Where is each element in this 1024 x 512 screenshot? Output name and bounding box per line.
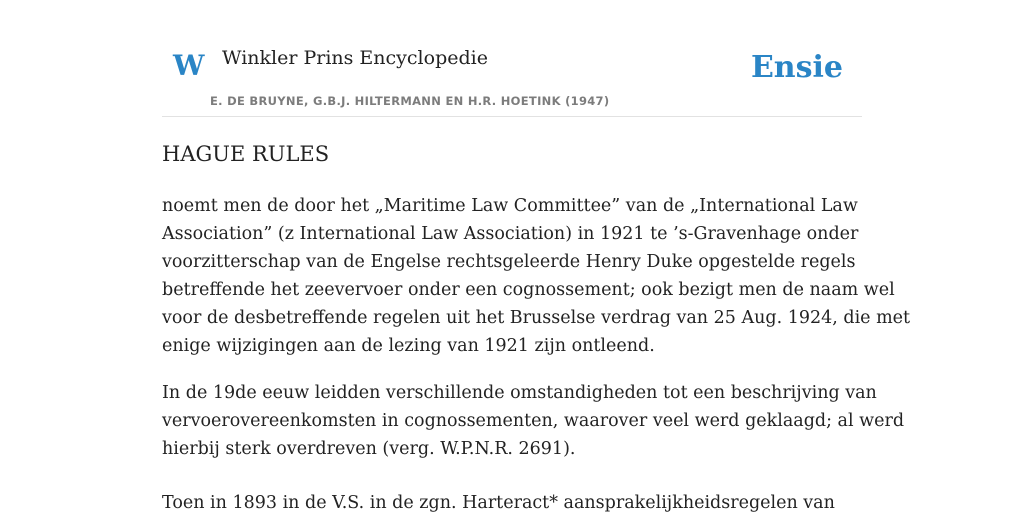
winkler-prins-logo-icon[interactable]: W (173, 49, 205, 82)
paragraph-line: enige wijzigingen aan de lezing van 1921 zijn ontleend. (162, 336, 655, 356)
paragraph-line: Toen in 1893 in de V.S. in de zgn. Harteract* aansprakelijkheidsregelen van (162, 493, 835, 512)
paragraph-line: voorzitterschap van de Engelse rechtsgeleerde Henry Duke opgestelde regels (162, 252, 856, 272)
authors-line: E. DE BRUYNE, G.B.J. HILTERMANN EN H.R. HOETINK (1947) (210, 94, 610, 108)
paragraph-1 (162, 192, 911, 360)
paragraph-line: Association” (z International Law Association) in 1921 te ’s-Gravenhage onder (162, 224, 859, 244)
ensie-brand-logo[interactable]: Ensie (750, 50, 843, 85)
article-headword: HAGUE RULES (162, 142, 330, 166)
paragraph-line: In de 19de eeuw leidden verschillende omstandigheden tot een beschrijving van (162, 383, 877, 403)
paragraph-line: voor de desbetreffende regelen uit het Brusselse verdrag van 25 Aug. 1924, die met (162, 308, 911, 328)
site-title[interactable]: Winkler Prins Encyclopedie (222, 47, 488, 69)
paragraph-2 (162, 379, 905, 463)
article-body (162, 192, 911, 512)
paragraph-line: noemt men de door het „Maritime Law Committee” van de „International Law (162, 196, 858, 216)
site-header (162, 36, 862, 117)
paragraph-line: vervoerovereenkomsten in cognossementen, waarover veel werd geklaagd; al werd (162, 411, 905, 431)
paragraph-line: hierbij sterk overdreven (verg. W.P.N.R. 2691). (162, 439, 576, 459)
paragraph-line: betreffende het zeevervoer onder een cognossement; ook bezigt men de naam wel (162, 280, 895, 300)
paragraph-3 (162, 489, 862, 512)
